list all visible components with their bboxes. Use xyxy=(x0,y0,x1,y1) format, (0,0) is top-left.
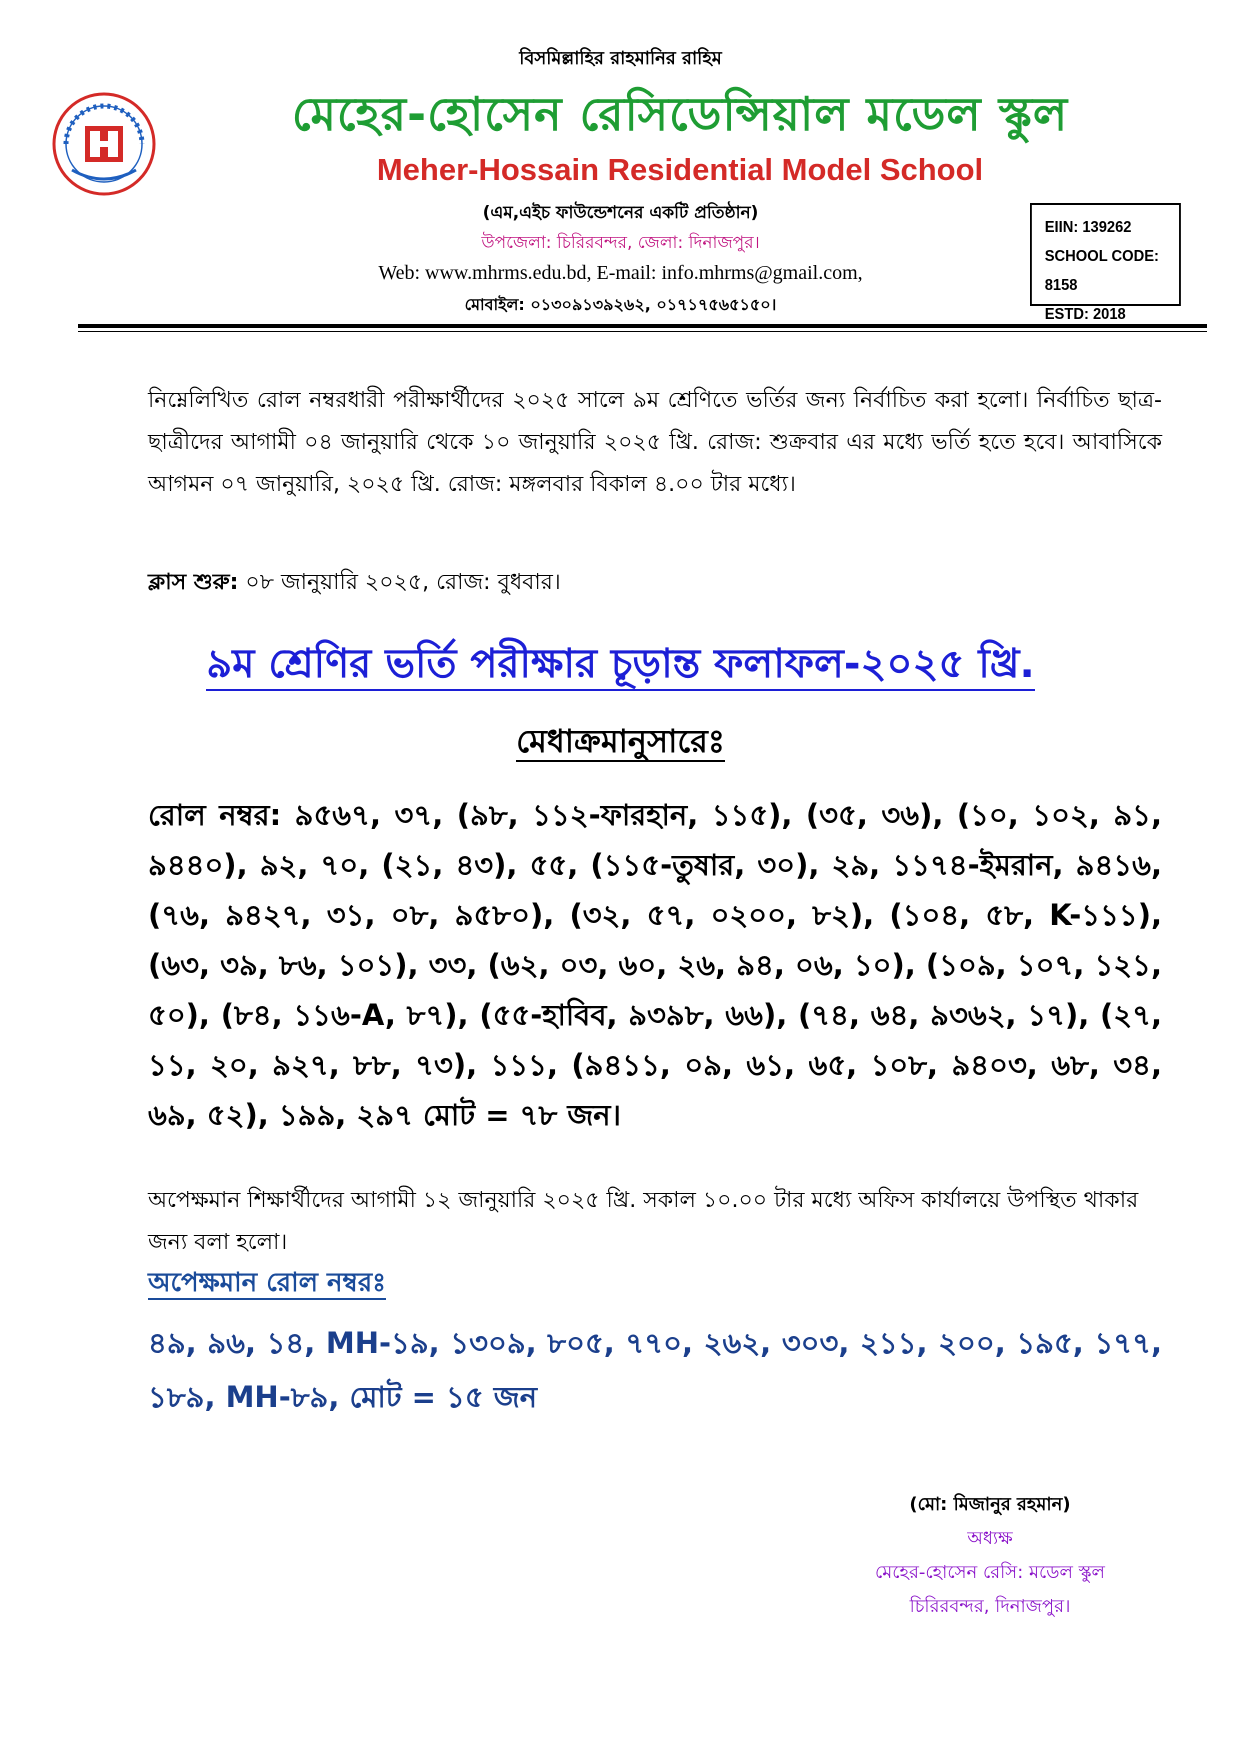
mobile-text: মোবাইল: ০১৩০৯১৩৯২৬২, ০১৭১৭৫৬৫১৫০। xyxy=(464,295,777,314)
merit-heading xyxy=(0,716,1241,770)
signatory-title: অধ্যক্ষ xyxy=(967,1528,1013,1549)
waiting-roll-list: ৪৯, ৯৬, ১৪, MH-১৯, ১৩০৯, ৮০৫, ৭৭০, ২৬২, ৩০৩, ২১১, ২০০, ১৯৫, ১৭৭, ১৮৯, MH-৮৯, মোট = ১৫ জন xyxy=(148,1326,1162,1414)
signatory-name: (মো: মিজানুর রহমান) xyxy=(909,1494,1071,1515)
class-start-label: ক্লাস শুরু: xyxy=(148,570,239,595)
school-name-bengali: মেহের-হোসেন রেসিডেন্সিয়াল মডেল স্কুল xyxy=(291,87,1069,141)
school-logo-icon xyxy=(52,92,156,196)
estd-text: ESTD: 2018 xyxy=(1044,306,1126,323)
merit-heading-text: মেধাক্রমানুসারেঃ xyxy=(516,722,725,760)
school-code-text: SCHOOL CODE: 8158 xyxy=(1044,248,1159,294)
signature-block xyxy=(820,1488,1160,1624)
web-email-text: Web: www.mhrms.edu.bd, E-mail: info.mhrms@gmail.com, xyxy=(378,262,863,284)
header-divider-thick xyxy=(78,324,1207,328)
waiting-heading-text: অপেক্ষমান রোল নম্বরঃ xyxy=(148,1268,387,1298)
bismillah-text: বিসমিল্লাহির রাহমানির রাহিম xyxy=(519,48,722,69)
class-start-line xyxy=(148,565,1162,602)
notice-intro-paragraph: নিম্নেলিখিত রোল নম্বরধারী পরীক্ষার্থীদের ২০২৫ সালে ৯ম শ্রেণিতে ভর্তির জন্য নির্বাচিত করা হলো। নির্বাচিত ছাত্র-ছাত্রীদের আগামী ০৪ জানুয়ারি থেকে ১০ জানুয়ারি ২০২৫ খ্রি. রোজ: শুক্রবার এর মধ্যে ভর্তি হতে হবে। আবাসিকে আগমন ০৭ জানুয়ারি, ২০২৫ খ্রি. রোজ: মঙ্গলবার বিকাল ৪.০০ টার মধ্যে। xyxy=(148,388,1162,497)
class-start-value: ০৮ জানুয়ারি ২০২৫, রোজ: বুধবার। xyxy=(238,570,561,595)
result-title xyxy=(0,632,1241,699)
signatory-school: মেহের-হোসেন রেসি: মডেল স্কুল xyxy=(875,1562,1105,1583)
header-divider-thin xyxy=(78,331,1207,332)
school-id-box xyxy=(1030,203,1181,323)
result-title-text: ৯ম শ্রেণির ভর্তি পরীক্ষার চূড়ান্ত ফলাফল-২০২৫ খ্রি. xyxy=(206,641,1035,691)
address-text: উপজেলা: চিরিরবন্দর, জেলা: দিনাজপুর। xyxy=(481,233,760,253)
school-name-english: Meher-Hossain Residential Model School xyxy=(376,152,984,187)
eiin-text: EIIN: 139262 xyxy=(1044,219,1132,236)
waiting-heading xyxy=(148,1262,386,1306)
signatory-location: চিরিরবন্দর, দিনাজপুর। xyxy=(909,1596,1071,1617)
waiting-note-paragraph: অপেক্ষমান শিক্ষার্থীদের আগামী ১২ জানুয়ারি ২০২৫ খ্রি. সকাল ১০.০০ টার মধ্যে অফিস কার্যালয়ে উপস্থিত থাকার জন্য বলা হলো। xyxy=(148,1188,1139,1255)
organization-text: (এম,এইচ ফাউন্ডেশনের একটি প্রতিষ্ঠান) xyxy=(482,203,759,223)
merit-roll-list: রোল নম্বর: ৯৫৬৭, ৩৭, (৯৮, ১১২-ফারহান, ১১৫), (৩৫, ৩৬), (১০, ১০২, ৯১, ৯৪৪০), ৯২, ৭০, (২১, ৪৩), ৫৫, (১১৫-তুষার, ৩০), ২৯, ১১৭৪-ইমরান, ৯৪১৬, (৭৬, ৯৪২৭, ৩১, ০৮, ৯৫৮০), (৩২, ৫৭, ০২০০, ৮২), (১০৪, ৫৮, K-১১১), (৬৩, ৩৯, ৮৬, ১০১), ৩৩, (৬২, ০৩, ৬০, ২৬, ৯৪, ০৬, ১০), (১০৯, ১০৭, ১২১, ৫০), (৮৪, ১১৬-A, ৮৭), (৫৫-হাবিব, ৯৩৯৮, ৬৬), (৭৪, ৬৪, ৯৩৬২, ১৭), (২৭, ১১, ২০, ৯২৭, ৮৮, ৭৩), ১১১, (৯৪১১, ০৯, ৬১, ৬৫, ১০৮, ৯৪০৩, ৬৮, ৩৪, ৬৯, ৫২), ১৯৯, ২৯৭ মোট = ৭৮ জন। xyxy=(148,798,1162,1132)
